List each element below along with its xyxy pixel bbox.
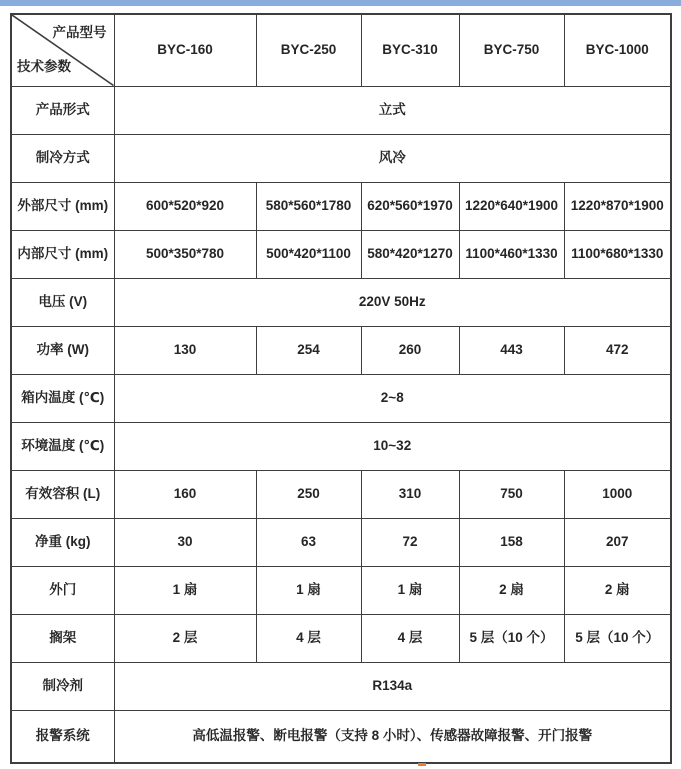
spec-value: 2 扇 <box>459 566 564 614</box>
spec-value: 600*520*920 <box>114 182 256 230</box>
row-voltage <box>11 278 671 326</box>
row-label: 箱内温度 (℃) <box>11 374 114 422</box>
spec-value: 500*350*780 <box>114 230 256 278</box>
merged-value: 高低温报警、断电报警（支持 8 小时）、传感器故障报警、开门报警 <box>114 710 671 763</box>
row-label: 有效容积 (L) <box>11 470 114 518</box>
row-label: 电压 (V) <box>11 278 114 326</box>
row-label: 内部尺寸 (mm) <box>11 230 114 278</box>
merged-value: 2~8 <box>114 374 671 422</box>
spec-value: 72 <box>361 518 459 566</box>
row-label: 环境温度 (℃) <box>11 422 114 470</box>
model-header: BYC-310 <box>361 14 459 86</box>
spec-value: 160 <box>114 470 256 518</box>
row-chamber-temperature <box>11 374 671 422</box>
row-cooling-method <box>11 134 671 182</box>
spec-value: 580*560*1780 <box>256 182 361 230</box>
orange-marker <box>418 763 426 766</box>
model-header: BYC-750 <box>459 14 564 86</box>
row-refrigerant <box>11 662 671 710</box>
model-header: BYC-160 <box>114 14 256 86</box>
row-label: 制冷方式 <box>11 134 114 182</box>
model-header: BYC-250 <box>256 14 361 86</box>
spec-value: 1220*640*1900 <box>459 182 564 230</box>
spec-value: 250 <box>256 470 361 518</box>
model-header: BYC-1000 <box>564 14 671 86</box>
row-label: 搁架 <box>11 614 114 662</box>
spec-value: 1 扇 <box>114 566 256 614</box>
spec-value: 1 扇 <box>256 566 361 614</box>
row-label: 功率 (W) <box>11 326 114 374</box>
spec-value: 750 <box>459 470 564 518</box>
spec-value: 310 <box>361 470 459 518</box>
spec-value: 620*560*1970 <box>361 182 459 230</box>
spec-value: 1000 <box>564 470 671 518</box>
spec-value: 1220*870*1900 <box>564 182 671 230</box>
spec-value: 500*420*1100 <box>256 230 361 278</box>
spec-value: 254 <box>256 326 361 374</box>
spec-value: 5 层（10 个） <box>564 614 671 662</box>
spec-value: 4 层 <box>361 614 459 662</box>
corner-top-label: 产品型号 <box>52 25 107 40</box>
spec-value: 1100*460*1330 <box>459 230 564 278</box>
row-label: 制冷剂 <box>11 662 114 710</box>
spec-value: 2 层 <box>114 614 256 662</box>
spec-value: 443 <box>459 326 564 374</box>
spec-value: 472 <box>564 326 671 374</box>
row-effective-volume <box>11 470 671 518</box>
header-row <box>11 14 671 86</box>
spec-value: 207 <box>564 518 671 566</box>
spec-value: 63 <box>256 518 361 566</box>
spec-table <box>10 13 672 764</box>
spec-value: 30 <box>114 518 256 566</box>
spec-value: 158 <box>459 518 564 566</box>
row-ambient-temperature <box>11 422 671 470</box>
corner-cell <box>11 14 114 86</box>
spec-value: 580*420*1270 <box>361 230 459 278</box>
row-alarm-system <box>11 710 671 763</box>
row-label: 净重 (kg) <box>11 518 114 566</box>
spec-value: 5 层（10 个） <box>459 614 564 662</box>
row-net-weight <box>11 518 671 566</box>
row-label: 外部尺寸 (mm) <box>11 182 114 230</box>
row-power <box>11 326 671 374</box>
row-shelves <box>11 614 671 662</box>
merged-value: 10~32 <box>114 422 671 470</box>
spec-value: 1100*680*1330 <box>564 230 671 278</box>
merged-value: R134a <box>114 662 671 710</box>
corner-bottom-label: 技术参数 <box>17 59 71 75</box>
row-product-form <box>11 86 671 134</box>
row-label: 产品形式 <box>11 86 114 134</box>
spec-value: 2 扇 <box>564 566 671 614</box>
row-label: 报警系统 <box>11 710 114 763</box>
merged-value: 风冷 <box>114 134 671 182</box>
spec-value: 4 层 <box>256 614 361 662</box>
row-outer-doors <box>11 566 671 614</box>
spec-value: 1 扇 <box>361 566 459 614</box>
spec-value: 130 <box>114 326 256 374</box>
merged-value: 立式 <box>114 86 671 134</box>
row-label: 外门 <box>11 566 114 614</box>
spec-value: 260 <box>361 326 459 374</box>
top-accent-bar <box>0 0 681 6</box>
merged-value: 220V 50Hz <box>114 278 671 326</box>
row-internal-dimensions <box>11 230 671 278</box>
row-external-dimensions <box>11 182 671 230</box>
